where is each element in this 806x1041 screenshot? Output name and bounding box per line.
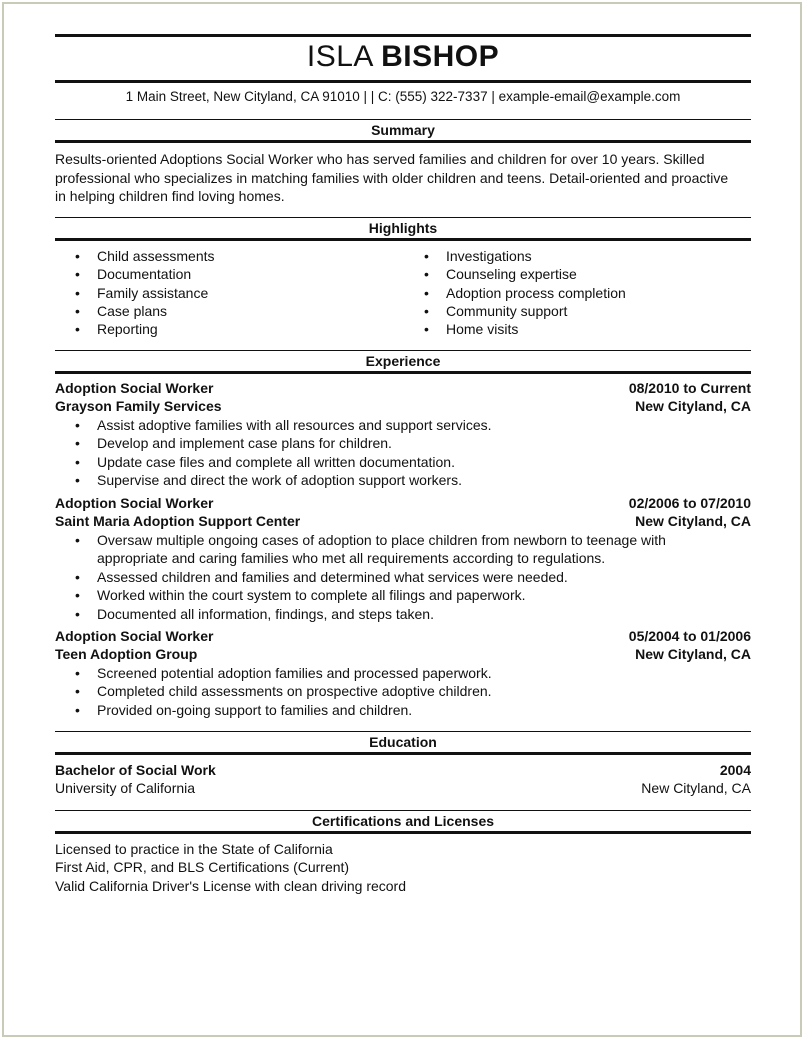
highlights-section-header xyxy=(55,217,751,241)
school: University of California xyxy=(55,780,196,796)
job-duties xyxy=(55,664,751,719)
list-item: • Community support xyxy=(404,302,751,320)
job-location: New Cityland, CA xyxy=(635,398,751,414)
list-item: • Supervise and direct the work of adoption support workers. xyxy=(55,471,751,489)
highlights-right-list xyxy=(404,247,751,338)
job-role: Adoption Social Worker xyxy=(55,628,214,644)
school-location: New Cityland, CA xyxy=(641,780,751,796)
list-item: • Assist adoptive families with all resources and support services. xyxy=(55,416,751,434)
candidate-name xyxy=(55,40,751,74)
job-dates: 02/2006 to 07/2010 xyxy=(628,495,751,511)
experience-title: Experience xyxy=(365,353,441,369)
divider xyxy=(55,810,751,811)
highlights-title: Highlights xyxy=(368,220,438,236)
summary-text xyxy=(55,150,751,206)
list-item-continuation: appropriate and caring families who met all requirements according to regulations. xyxy=(97,550,606,567)
divider xyxy=(55,238,751,241)
job-dates: 08/2010 to Current xyxy=(628,380,751,396)
list-item: • Adoption process completion xyxy=(404,284,751,302)
job-company-row xyxy=(55,513,751,531)
divider xyxy=(55,119,751,120)
job-company: Grayson Family Services xyxy=(55,398,222,414)
certifications-section-header xyxy=(55,810,751,834)
list-item: • Child assessments xyxy=(55,247,395,265)
list-item: • Develop and implement case plans for children. xyxy=(55,434,751,452)
job-company-row xyxy=(55,646,751,664)
education-title: Education xyxy=(369,734,437,750)
summary-line: Results-oriented Adoptions Social Worker who has served families and children for over 10 years. Skilled xyxy=(55,151,705,167)
job-company: Teen Adoption Group xyxy=(55,646,198,662)
job-role: Adoption Social Worker xyxy=(55,495,214,511)
job-location: New Cityland, CA xyxy=(635,646,751,662)
list-item: • Investigations xyxy=(404,247,751,265)
graduation-year: 2004 xyxy=(719,762,751,778)
summary-title: Summary xyxy=(371,122,435,138)
list-item: • Worked within the court system to complete all filings and paperwork. xyxy=(55,586,751,604)
list-item: • Home visits xyxy=(404,320,751,338)
job-duties xyxy=(55,531,751,623)
divider xyxy=(55,350,751,351)
list-item: • Screened potential adoption families and processed paperwork. xyxy=(55,664,751,682)
list-item: • Oversaw multiple ongoing cases of adoption to place children from newborn to teenage with xyxy=(55,531,751,549)
list-item: • Case plans xyxy=(55,302,395,320)
divider xyxy=(55,831,751,834)
list-item: • Documentation xyxy=(55,265,395,283)
divider xyxy=(55,731,751,732)
summary-line: in helping children find loving homes. xyxy=(55,188,285,204)
list-item: • Assessed children and families and determined what services were needed. xyxy=(55,568,751,586)
degree: Bachelor of Social Work xyxy=(55,762,216,778)
divider xyxy=(55,217,751,218)
summary-section-header xyxy=(55,119,751,143)
education-school-row xyxy=(55,780,751,798)
last-name: BISHOP xyxy=(381,40,500,73)
job-title-row xyxy=(55,495,751,513)
list-item: • Completed child assessments on prospective adoptive children. xyxy=(55,682,751,700)
list-item: • Family assistance xyxy=(55,284,395,302)
certification-item: First Aid, CPR, and BLS Certifications (Current) xyxy=(55,859,350,876)
job-title-row xyxy=(55,380,751,398)
list-item: • Documented all information, findings, and steps taken. xyxy=(55,605,751,623)
highlights-left-list xyxy=(55,247,395,338)
education-section-header xyxy=(55,731,751,755)
first-name: ISLA xyxy=(306,40,373,73)
job-location: New Cityland, CA xyxy=(635,513,751,529)
contact-line: 1 Main Street, New Cityland, CA 91010 | | C: (555) 322-7337 | example-email@example.com xyxy=(125,89,681,104)
certification-item: Licensed to practice in the State of California xyxy=(55,841,333,857)
job-title-row xyxy=(55,628,751,646)
list-item: • Reporting xyxy=(55,320,395,338)
job-role: Adoption Social Worker xyxy=(55,380,214,396)
divider xyxy=(55,752,751,755)
certifications-title: Certifications and Licenses xyxy=(311,813,495,829)
education-degree-row xyxy=(55,762,751,780)
job-company-row xyxy=(55,398,751,416)
certification-item: Valid California Driver's License with clean driving record xyxy=(55,877,407,894)
job-dates: 05/2004 to 01/2006 xyxy=(628,628,751,644)
divider xyxy=(55,140,751,143)
job-duties xyxy=(55,416,751,490)
header-bottom-rule xyxy=(55,80,751,83)
header-top-rule xyxy=(55,34,751,37)
experience-section-header xyxy=(55,350,751,374)
list-item: • Provided on-going support to families and children. xyxy=(55,701,751,719)
list-item: • Counseling expertise xyxy=(404,265,751,283)
divider xyxy=(55,371,751,374)
certifications-list xyxy=(55,840,751,895)
list-item: • Update case files and complete all written documentation. xyxy=(55,453,751,471)
job-company: Saint Maria Adoption Support Center xyxy=(55,513,301,529)
summary-line: professional who specializes in matching families with older children and teens. Detail-oriented and proactive xyxy=(55,169,729,186)
